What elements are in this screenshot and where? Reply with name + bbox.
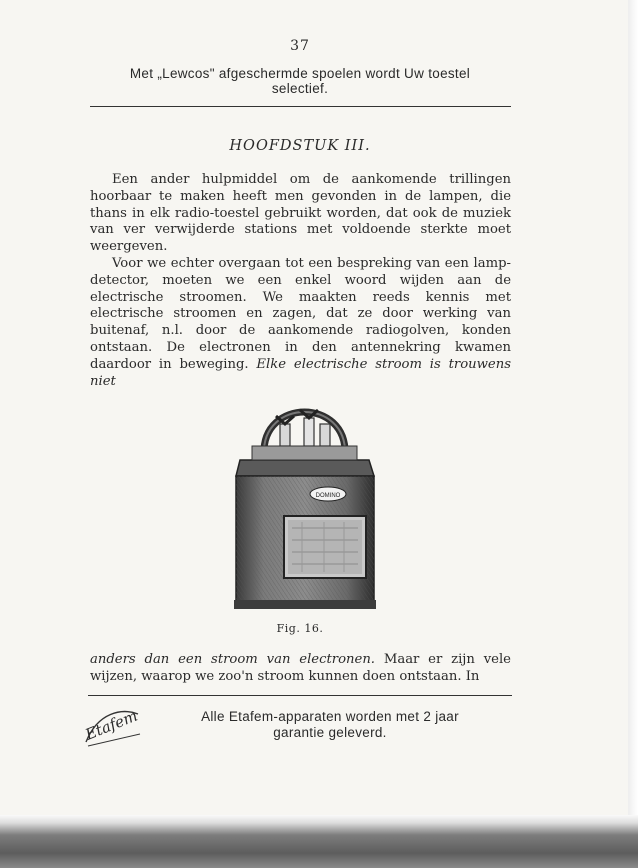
continuation-text: Maar er zijn vele wijzen, waarop we zoo'n stroom kunnen doen ontstaan. In bbox=[90, 652, 511, 684]
page-number: 37 bbox=[290, 38, 310, 54]
brand-plate-label: DOMINO bbox=[315, 493, 341, 499]
body-text-bottom bbox=[90, 652, 511, 686]
paragraph-2-text: Voor we echter overgaan tot een bespreking van een lamp-detector, moeten we een enkel woord wijden aan de electrische stroomen. We maakten reeds kennis met electrische stroomen en zagen, dat ze door werking van buitenaf, n.l. door de aankomende radiogolven, konden ontstaan. De electronen in den antennekring kwamen daardoor in beweging. bbox=[90, 255, 511, 372]
top-divider bbox=[90, 106, 511, 107]
continuation-italic: anders dan een stroom van electronen. bbox=[90, 652, 375, 667]
top-advertisement bbox=[88, 66, 512, 96]
body-text-top bbox=[90, 172, 511, 390]
chapter-heading: HOOFDSTUK III. bbox=[229, 138, 371, 154]
paragraph-2 bbox=[90, 256, 511, 390]
bottom-ad-line-2: garantie geleverd. bbox=[273, 725, 387, 740]
svg-text:Etafem: Etafem bbox=[82, 706, 141, 744]
radio-set-illustration bbox=[232, 388, 377, 610]
top-ad-line-1: Met „Lewcos" afgeschermde spoelen wordt Uw toestel bbox=[129, 66, 471, 81]
figure-caption: Fig. 16. bbox=[276, 622, 324, 635]
bottom-divider bbox=[88, 695, 512, 696]
paragraph-continuation bbox=[90, 652, 511, 686]
top-ad-line-2: selectief. bbox=[271, 81, 329, 96]
paragraph-1: Een ander hulpmiddel om de aankomende trillingen hoorbaar te maken heeft men gevonden in de lampen, die thans in elk radio-toestel gebruikt worden, dat ook de muziek van ver verwijderde stations met voldoende sterkte moet weergeven. bbox=[90, 172, 511, 255]
paragraph-2-italic: Elke electrische stroom is trouwens niet bbox=[90, 356, 511, 389]
bottom-ad-line-1: Alle Etafem-apparaten worden met 2 jaar bbox=[201, 709, 459, 724]
bottom-advertisement bbox=[150, 709, 510, 741]
etafem-logo bbox=[82, 704, 144, 750]
scan-shadow bbox=[0, 815, 638, 868]
page-right-edge bbox=[628, 0, 638, 815]
